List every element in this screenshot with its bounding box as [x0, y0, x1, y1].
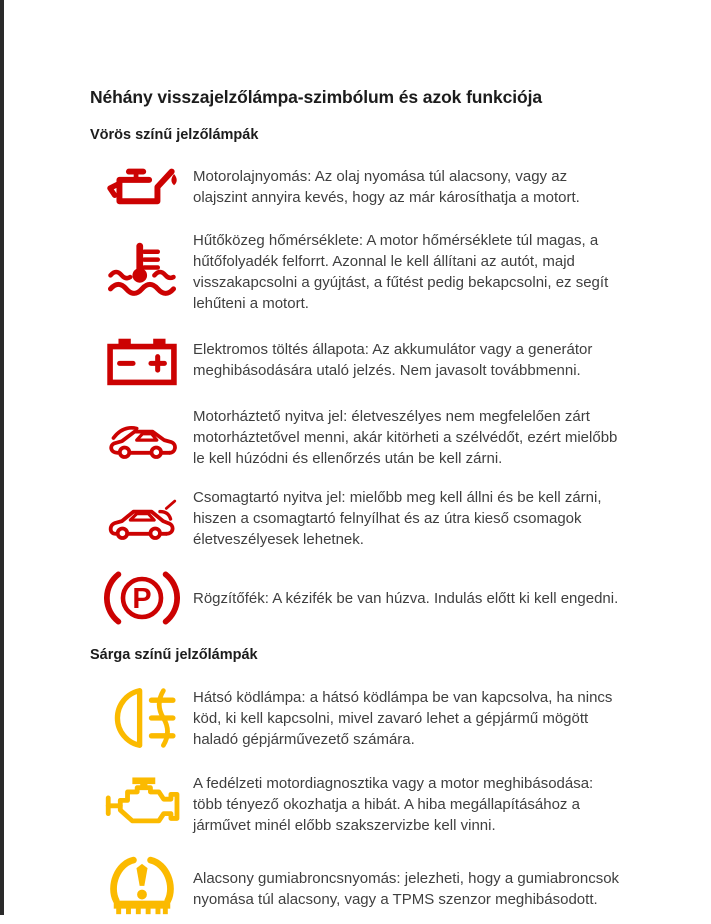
warning-item-tire-pressure	[90, 854, 625, 924]
warning-item-hood-open	[90, 406, 625, 469]
warning-description: A fedélzeti motordiagnosztika vagy a motor meghibásodása: több tényező okozhatja a hibát. A hiba megállapításához a járművet minél előbb szakszervizbe kell vinni.	[193, 774, 594, 834]
rear-fog-lamp-icon	[90, 682, 193, 754]
section-heading-red: Vörös színű jelzőlámpák	[90, 127, 259, 143]
warning-description: Elektromos töltés állapota: Az akkumulátor vagy a generátor meghibásodására utaló jelzés. Nem javasolt továbbmenni.	[193, 341, 593, 379]
warning-item-oil-pressure	[90, 162, 625, 212]
warning-description: Hűtőközeg hőmérséklete: A motor hőmérséklete túl magas, a hűtőfolyadék felforrt. Azonnal le kell állítani az autót, majd visszakapcsolni a gyújtást, a fűtést pedig bekapcsolni, ez segít lehűteni a motort.	[193, 232, 609, 312]
coolant-temperature-icon	[90, 241, 193, 303]
warning-description: Motorolajnyomás: Az olaj nyomása túl alacsony, vagy az olajszint annyira kevés, hogy az már károsíthatja a motort.	[193, 168, 580, 206]
parking-brake-icon	[90, 568, 193, 628]
warning-item-coolant	[90, 230, 625, 314]
warning-item-check-engine	[90, 772, 625, 836]
warning-description: Alacsony gumiabroncsnyomás: jelezheti, hogy a gumiabroncsok nyomása túl alacsony, vagy a TPMS szenzor meghibásodott.	[193, 870, 620, 908]
hood-open-icon	[90, 413, 193, 463]
warning-description: Hátsó ködlámpa: a hátsó ködlámpa be van kapcsolva, ha nincs köd, ki kell kapcsolni, mivel zavaró lehet a gépjármű mögött haladó gépjárművezető számára.	[193, 688, 613, 748]
section-heading-yellow: Sárga színű jelzőlámpák	[90, 647, 258, 663]
page-left-border	[0, 0, 4, 915]
warning-item-parking-brake	[90, 568, 625, 628]
warning-item-trunk-open	[90, 487, 625, 550]
section-yellow-lights	[90, 646, 625, 924]
oil-pressure-icon	[90, 162, 193, 212]
warning-description: Csomagtartó nyitva jel: mielőbb meg kell állni és be kell zárni, hiszen a csomagtartó felnyílhat és az útra kieső csomagok életveszélyesek lehetnek.	[193, 489, 602, 548]
page-title: Néhány visszajelzőlámpa-szimbólum és azok funkciója	[90, 87, 542, 107]
warning-item-battery	[90, 332, 625, 388]
warning-description: Rögzítőfék: A kézifék be van húzva. Indulás előtt ki kell engedni.	[193, 589, 619, 607]
check-engine-icon	[90, 772, 193, 836]
battery-charge-icon	[90, 332, 193, 388]
section-red-lights	[90, 126, 625, 628]
tire-pressure-icon	[90, 854, 193, 924]
svg-text:P: P	[131, 582, 152, 615]
trunk-open-icon	[90, 494, 193, 544]
warning-item-rear-fog-lamp	[90, 682, 625, 754]
warning-description: Motorháztető nyitva jel: életveszélyes nem megfelelően zárt motorháztetővel menni, akár kitörheti a szélvédőt, ezért mielőbb le kell húzódni és ellenőrzés után be kell zárni.	[193, 408, 618, 467]
